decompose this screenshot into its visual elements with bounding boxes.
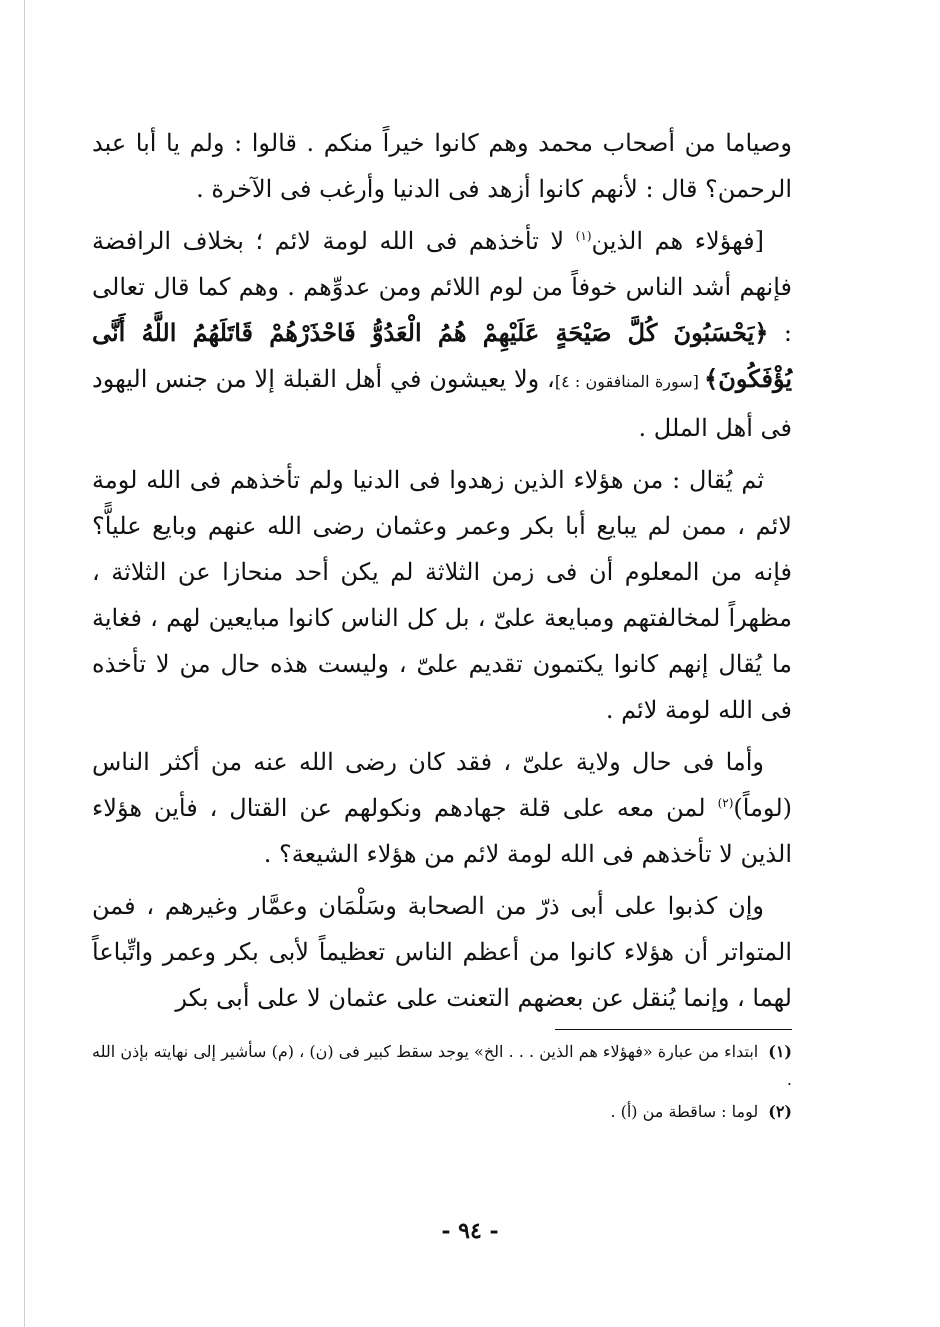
footnotes	[92, 1038, 792, 1126]
footnote-2-number: (٢)	[768, 1102, 792, 1121]
paragraph-3	[92, 457, 792, 733]
footnote-1-number: (١)	[768, 1042, 792, 1061]
paragraph-2-middle: لا تأخذهم فى الله لومة لائم ؛ بخلاف الرافضة فإنهم أشد الناس خوفاً من لوم اللائم ومن عدوِّهم . وهم كما قال تعالى :	[92, 227, 793, 347]
paragraph-2	[92, 218, 792, 451]
paragraph-4-end: لمن معه على قلة جهادهم ونكولهم عن القتال ، فأين هؤلاء الذين لا تأخذهم فى الله لومة لائم من هؤلاء الشيعة؟ .	[92, 794, 792, 868]
footnote-2	[92, 1098, 792, 1126]
page-body	[92, 120, 792, 1130]
paragraph-1	[92, 120, 792, 212]
footnote-separator	[555, 1029, 792, 1030]
footnote-2-text: لوما : ساقطة من (أ) .	[610, 1102, 759, 1121]
footnote-1-text: ابتداء من عبارة «فهؤلاء هم الذين . . . الخ» يوجد سقط كبير فى (ن) ، (م) سأشير إلى نهايته بإذن الله .	[92, 1042, 792, 1089]
paragraph-2-end: ، ولا يعيشون في أهل القبلة إلا من جنس اليهود فى أهل الملل .	[92, 365, 792, 442]
paragraph-4-start: وأما فى حال ولاية علىّ ، فقد كان رضى الله عنه من أكثر الناس (لوماً)	[92, 748, 792, 822]
footnote-1	[92, 1038, 792, 1094]
page-number: - ٩٤ -	[441, 1218, 499, 1244]
paragraph-4	[92, 739, 792, 877]
surah-reference: [سورة المنافقون : ٤]	[554, 372, 705, 391]
paragraph-3-text: ثم يُقال : من هؤلاء الذين زهدوا فى الدنيا ولم تأخذهم فى الله لومة لائم ، ممن لم يبايع أبا بكر وعمر وعثمان رضى الله عنهم وبايع علياًّ؟ فإنه من المعلوم أن فى زمن الثلاثة لم يكن أحد منحازا عن الثلاثة ، مظهراً لمخالفتهم ومبايعة علىّ ، بل كل الناس كانوا مبايعين لهم ، فغاية ما يُقال إنهم كانوا يكتمون تقديم علىّ ، وليست هذه حال من لا تأخذه فى الله لومة لائم .	[92, 466, 792, 724]
footnote-marker-2[interactable]: (٢)	[717, 796, 734, 810]
paragraph-5-text: وإن كذبوا على أبى ذرّ من الصحابة وسَلْمَان وعمَّار وغيرهم ، فمن المتواتر أن هؤلاء كانوا من أعظم الناس تعظيماً لأبى بكر وعمر واتِّباعاً لهما ، وإنما يُنقل عن بعضهم التعنت على عثمان لا على أبى بكر	[92, 892, 792, 1012]
paragraph-1-text: وصياما من أصحاب محمد وهم كانوا خيراً منكم . قالوا : ولم يا أبا عبد الرحمن؟ قال : لأنهم كانوا أزهد فى الدنيا وأرغب فى الآخرة .	[92, 129, 792, 203]
paragraph-2-start: [فهؤلاء هم الذين	[591, 227, 764, 255]
footnote-marker-1[interactable]: (١)	[575, 229, 592, 243]
paragraph-5	[92, 883, 792, 1021]
quran-verse: ﴿يَحْسَبُونَ كُلَّ صَيْحَةٍ عَلَيْهِمْ هُمُ الْعَدُوُّ فَاحْذَرْهُمْ قَاتَلَهُمُ اللَّهُ أَنَّى يُؤْفَكُونَ﴾	[92, 318, 793, 393]
scan-margin-line	[24, 0, 25, 1327]
